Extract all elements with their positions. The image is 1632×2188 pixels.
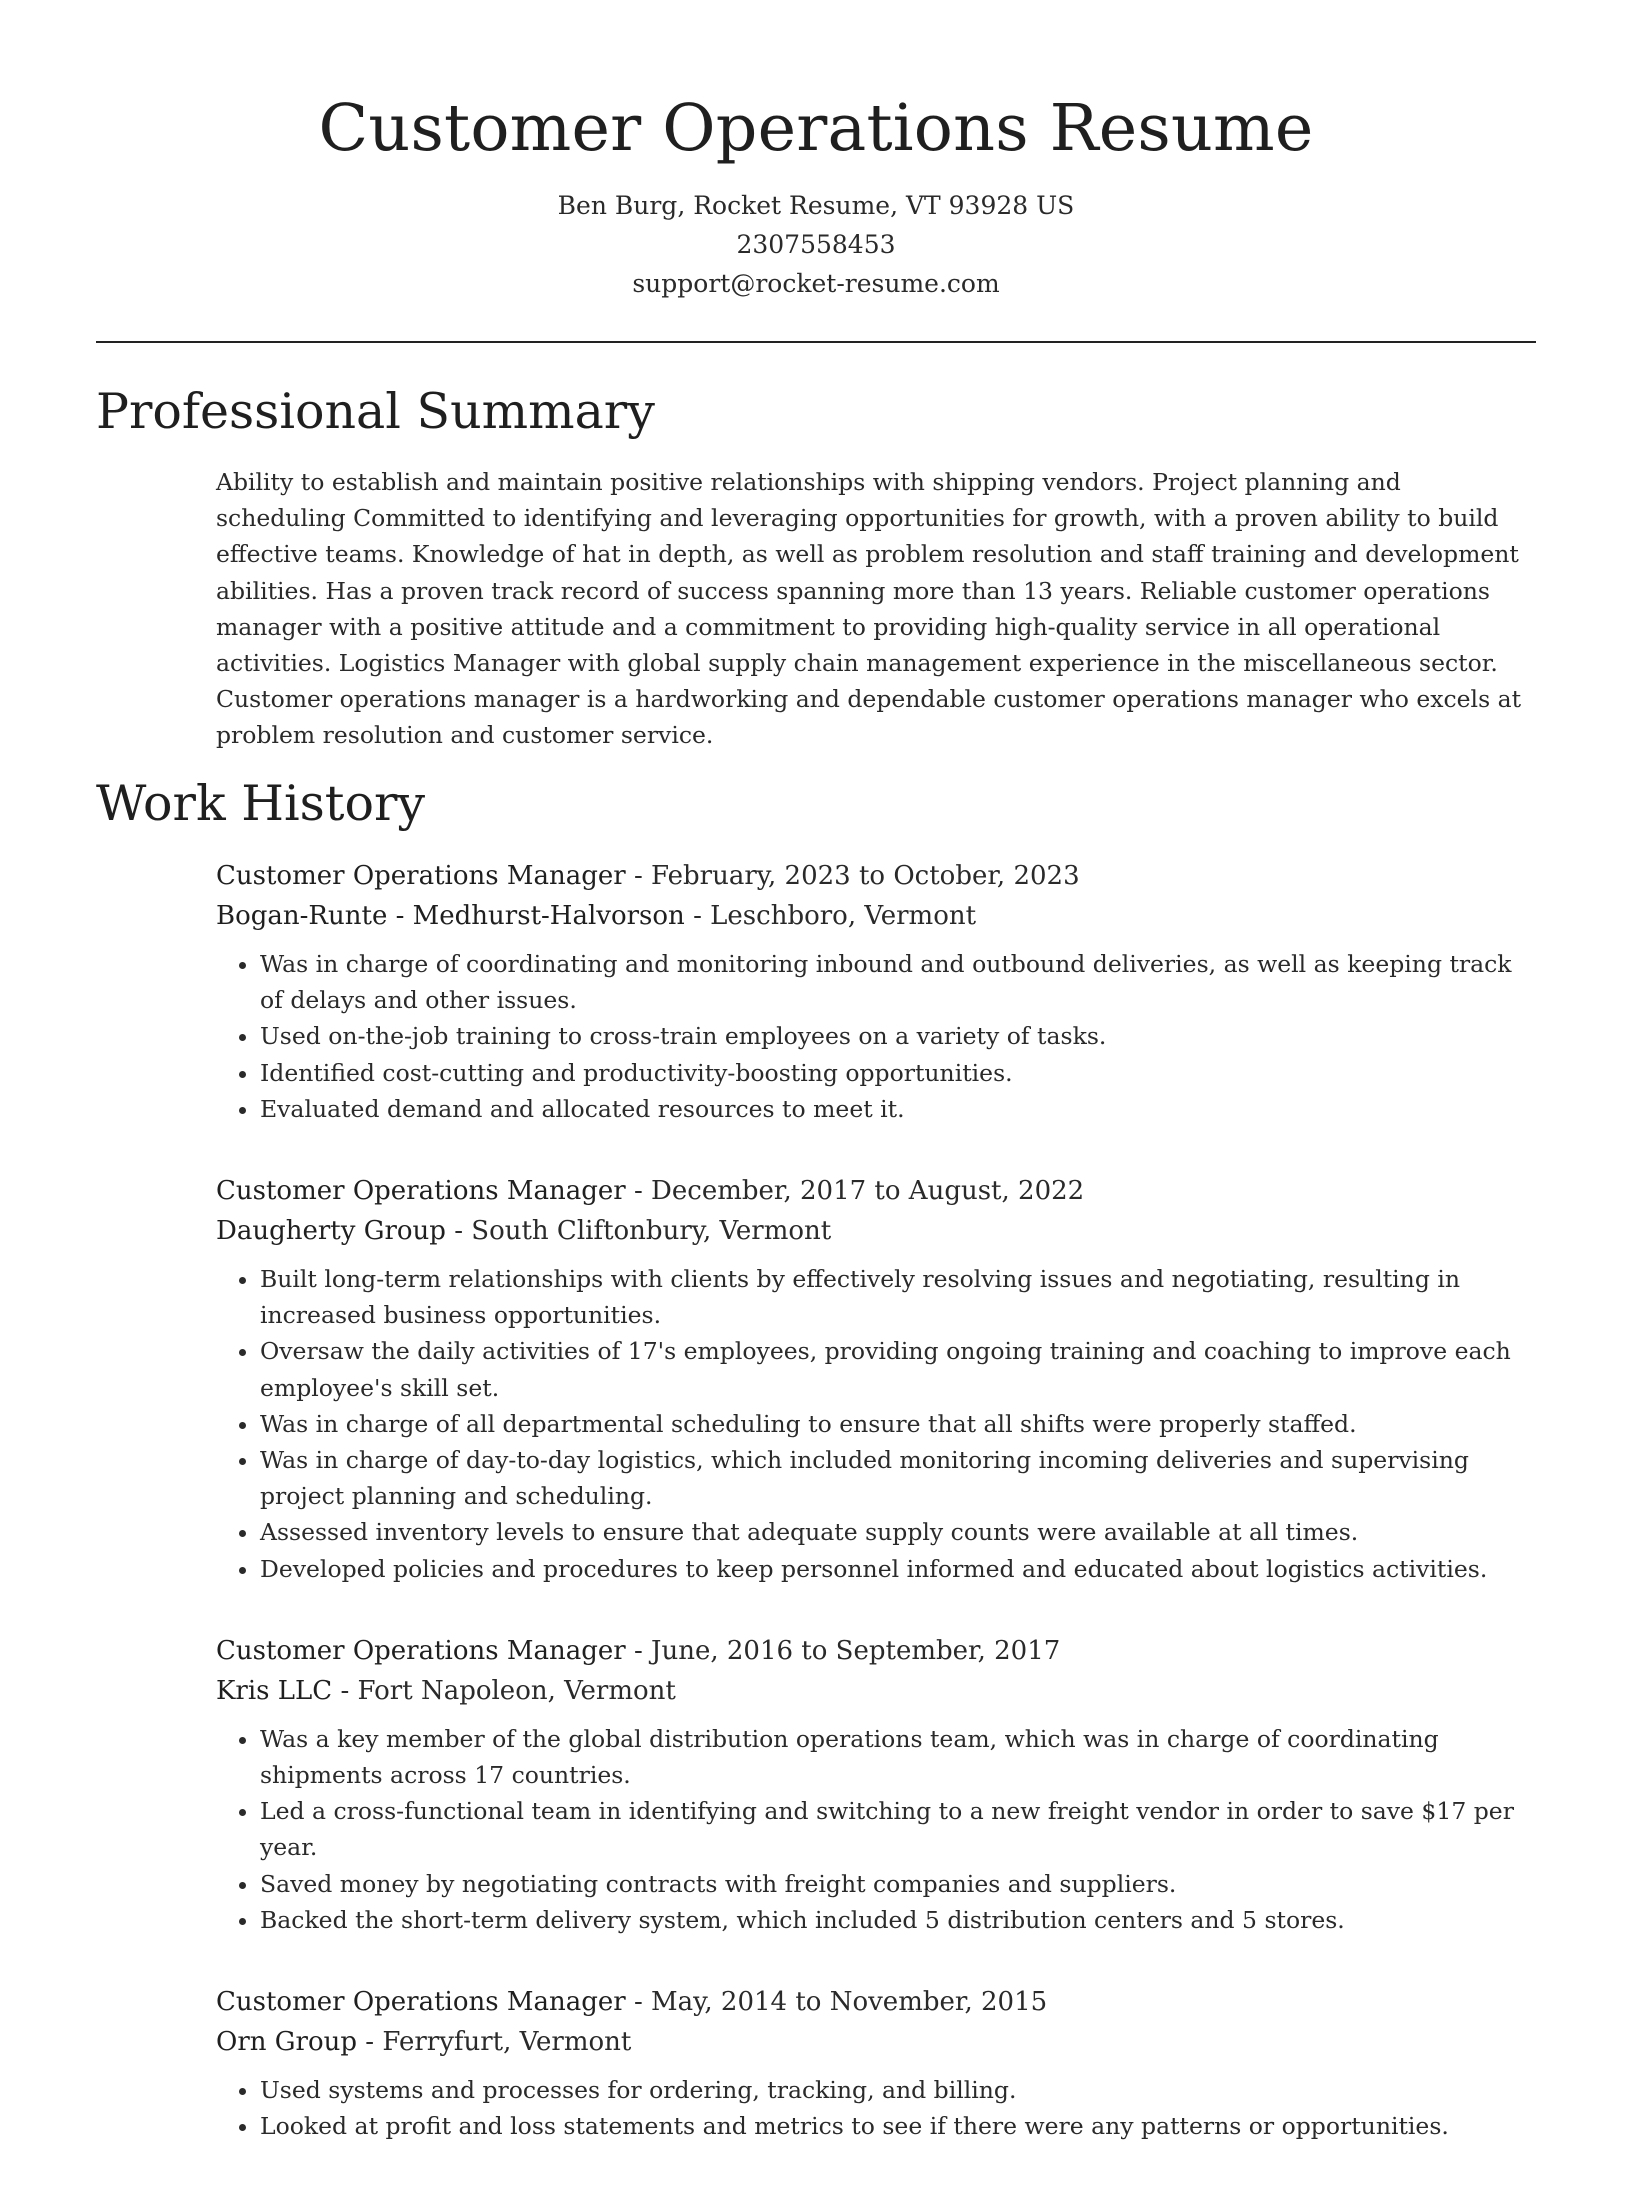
job-dates: June, 2016 to September, 2017 xyxy=(651,1635,1061,1666)
job-bullets xyxy=(216,1261,1536,1587)
job-bullet: • Assessed inventory levels to ensure that adequate supply counts were available at all times. xyxy=(260,1514,1536,1550)
job-entry xyxy=(216,856,1536,1127)
job-employer: Orn Group xyxy=(216,2027,357,2058)
section-heading-work-history: Work History xyxy=(96,775,426,832)
contact-email: support@rocket-resume.com xyxy=(632,269,1000,298)
job-title: Customer Operations Manager xyxy=(216,1987,626,2018)
job-bullets xyxy=(216,1721,1536,1938)
job-employer: Kris LLC xyxy=(216,1675,333,1706)
resume-header xyxy=(0,0,1632,303)
contact-info xyxy=(0,186,1632,303)
job-title-line: Customer Operations Manager - February, 2023 to October, 2023 xyxy=(216,861,1080,891)
job-dates: May, 2014 to November, 2015 xyxy=(651,1987,1048,2018)
contact-phone: 2307558453 xyxy=(736,230,896,259)
job-bullet: • Saved money by negotiating contracts with freight companies and suppliers. xyxy=(260,1866,1536,1902)
resume-title: Customer Operations Resume xyxy=(318,91,1314,166)
job-title-line: Customer Operations Manager - May, 2014 to November, 2015 xyxy=(216,1987,1048,2018)
job-title: Customer Operations Manager xyxy=(216,1176,626,1207)
job-bullet: • Used on-the-job training to cross-train employees on a variety of tasks. xyxy=(260,1018,1536,1054)
job-location: Fort Napoleon, Vermont xyxy=(357,1675,676,1706)
job-bullet: • Evaluated demand and allocated resources to meet it. xyxy=(260,1091,1536,1127)
job-bullets xyxy=(216,946,1536,1127)
job-bullet: • Backed the short-term delivery system, which included 5 distribution centers and 5 stores. xyxy=(260,1902,1536,1938)
job-employer-line: Bogan-Runte - Medhurst-Halvorson - Leschboro, Vermont xyxy=(216,901,977,931)
job-title: Customer Operations Manager xyxy=(216,861,626,891)
work-history-section xyxy=(96,772,1536,2188)
job-bullet: • Looked at profit and loss statements and metrics to see if there were any patterns or opportunities. xyxy=(260,2108,1536,2144)
job-bullet: • Used systems and processes for ordering, tracking, and billing. xyxy=(260,2072,1536,2108)
job-dates: December, 2017 to August, 2022 xyxy=(651,1176,1085,1207)
job-title-line: Customer Operations Manager - December, 2017 to August, 2022 xyxy=(216,1176,1085,1207)
job-bullet: • Was a key member of the global distribution operations team, which was in charge of coordinating shipments across 17 countries. xyxy=(260,1721,1536,1793)
job-entry xyxy=(216,1171,1536,1587)
job-location: Ferryfurt, Vermont xyxy=(382,2027,632,2058)
job-dates: February, 2023 to October, 2023 xyxy=(651,861,1080,891)
job-entry xyxy=(216,1982,1536,2144)
job-bullet: • Built long-term relationships with clients by effectively resolving issues and negotiating, resulting in increased business opportunities. xyxy=(260,1261,1536,1333)
job-bullet: • Developed policies and procedures to keep personnel informed and educated about logistics activities. xyxy=(260,1551,1536,1587)
job-bullet: • Oversaw the daily activities of 17's employees, providing ongoing training and coaching to improve each employee's skill set. xyxy=(260,1333,1536,1405)
job-bullet: • Was in charge of all departmental scheduling to ensure that all shifts were properly staffed. xyxy=(260,1406,1536,1442)
job-bullet: • Was in charge of day-to-day logistics, which included monitoring incoming deliveries and supervising project planning and scheduling. xyxy=(260,1442,1536,1514)
job-employer-line: Orn Group - Ferryfurt, Vermont xyxy=(216,2027,632,2058)
job-title-line: Customer Operations Manager - June, 2016 to September, 2017 xyxy=(216,1635,1061,1666)
job-bullets xyxy=(216,2072,1536,2144)
job-location: South Cliftonbury, Vermont xyxy=(471,1216,832,1247)
job-bullet: • Identified cost-cutting and productivity-boosting opportunities. xyxy=(260,1055,1536,1091)
job-bullet: • Led a cross-functional team in identifying and switching to a new freight vendor in order to save $17 per year. xyxy=(260,1793,1536,1865)
job-list xyxy=(216,856,1536,2144)
professional-summary-section xyxy=(96,380,1536,754)
summary-text: Ability to establish and maintain positive relationships with shipping vendors. Project planning and scheduling Committed to identifying and leveraging opportunities for growth, with a proven ability to build effective teams. Knowledge of hat in depth, as well as problem resolution and staff training and development abilities. Has a proven track record of success spanning more than 13 years. Reliable customer operations manager with a positive attitude and a commitment to providing high-quality service in all operational activities. Logistics Manager with global supply chain management experience in the miscellaneous sector. Customer operations manager is a hardworking and dependable customer operations manager who excels at problem resolution and customer service. xyxy=(216,468,1522,750)
job-entry xyxy=(216,1631,1536,1938)
job-employer: Bogan-Runte - Medhurst-Halvorson xyxy=(216,901,685,931)
job-employer-line: Kris LLC - Fort Napoleon, Vermont xyxy=(216,1675,676,1706)
job-bullet: • Was in charge of coordinating and monitoring inbound and outbound deliveries, as well as keeping track of delays and other issues. xyxy=(260,946,1536,1018)
header-divider xyxy=(96,341,1536,343)
job-title: Customer Operations Manager xyxy=(216,1635,626,1666)
contact-address: Ben Burg, Rocket Resume, VT 93928 US xyxy=(557,191,1075,220)
job-location: Leschboro, Vermont xyxy=(710,901,977,931)
job-employer: Daugherty Group xyxy=(216,1216,446,1247)
job-employer-line: Daugherty Group - South Cliftonbury, Vermont xyxy=(216,1216,832,1247)
section-heading-summary: Professional Summary xyxy=(96,383,655,440)
